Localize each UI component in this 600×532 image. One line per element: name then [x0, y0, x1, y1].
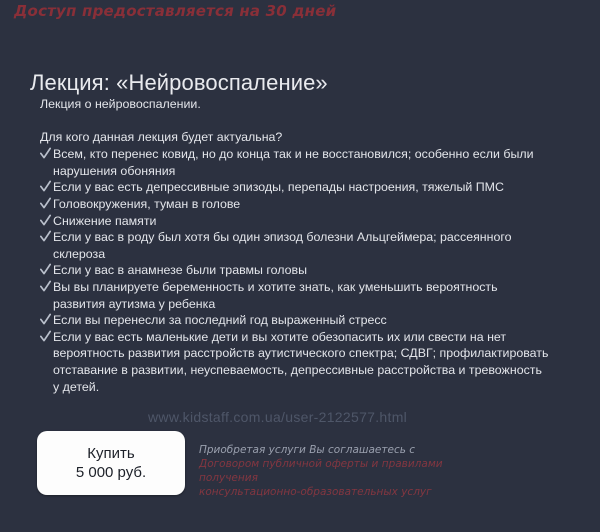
- public-offer-link-line-1[interactable]: Договором публичной оферты и правилами получения: [199, 458, 443, 484]
- list-item: [40, 262, 550, 279]
- check-mark-icon: [40, 330, 51, 343]
- list-item-label: Вы вы планируете беременность и хотите знать, как уменьшить вероятность развития аутизма у ребенка: [53, 279, 498, 311]
- page-title: Лекция: «Нейровоспаление»: [30, 69, 328, 95]
- check-mark-icon: [40, 263, 51, 276]
- list-item: [40, 229, 550, 262]
- access-duration-banner: Доступ предоставляется на 30 дней: [14, 2, 337, 20]
- list-item-label: Если у вас в роду был хотя бы один эпизод болезни Альцгеймера; рассеянного склероза: [53, 230, 512, 261]
- check-mark-icon: [40, 280, 51, 293]
- public-offer-link-line-2[interactable]: консультационно-образовательных услуг: [199, 486, 432, 498]
- list-item-label: Всем, кто перенес ковид, но до конца так и не восстановился; особенно если были нарушения обоняния: [53, 147, 534, 178]
- check-mark-icon: [40, 214, 51, 227]
- check-mark-icon: [40, 147, 51, 160]
- list-item: [40, 196, 550, 213]
- list-item: [40, 312, 550, 329]
- list-item: [40, 146, 550, 179]
- lecture-description: [40, 96, 550, 395]
- list-item-label: Если у вас есть депрессивные эпизоды, перепады настроения, тяжелый ПМС: [53, 180, 504, 195]
- list-item: [40, 213, 550, 230]
- buy-button-label: Купить: [87, 445, 135, 462]
- agreement-block: [199, 443, 499, 499]
- check-mark-icon: [40, 230, 51, 243]
- intro-text: Лекция о нейровоспалении.: [40, 97, 201, 111]
- check-mark-icon: [40, 313, 51, 326]
- list-item-label: Если вы перенесли за последний год выраженный стресс: [53, 313, 387, 328]
- agreement-intro-text: Приобретая услуги Вы соглашаетесь с: [199, 444, 416, 456]
- list-item: [40, 279, 550, 312]
- list-item: [40, 179, 550, 196]
- list-item-label: Головокружения, туман в голове: [53, 196, 241, 211]
- check-mark-icon: [40, 180, 51, 193]
- site-watermark: www.kidstaff.com.ua/user-2122577.html: [148, 409, 408, 425]
- check-mark-icon: [40, 197, 51, 210]
- list-item-label: Если у вас есть маленькие дети и вы хотите обезопасить их или свести на нет вероятность развития расстройств аутистического спектра; СДВГ; профилактировать отставание в развитии, неуспеваемость, депрессивные расстройства и тревожность у детей.: [53, 329, 549, 394]
- audience-list: [40, 146, 550, 395]
- buy-button-price: 5 000 руб.: [75, 464, 147, 481]
- buy-button[interactable]: [37, 431, 185, 495]
- list-item-label: Если у вас в анамнезе были травмы головы: [53, 263, 308, 278]
- list-item-label: Снижение памяти: [53, 213, 157, 228]
- audience-question: Для кого данная лекция будет актуальна?: [40, 129, 283, 144]
- list-item: [40, 329, 550, 395]
